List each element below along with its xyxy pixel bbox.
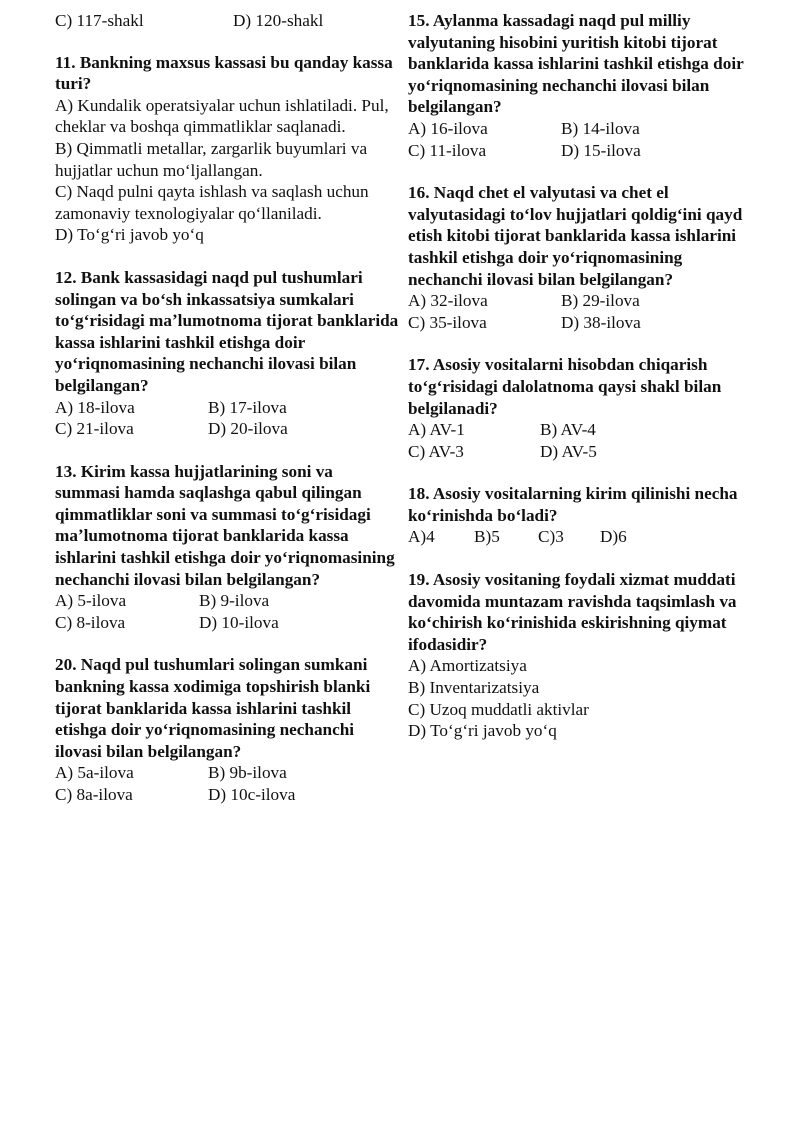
question-text: 16. Naqd chet el valyutasi va chet el valyutasidagi toʻlov hujjatlari qoldigʻini qayd etish kitobi tijorat banklarida kassa ishlarini tashkil etishga doir yoʻriqnomasining nechanchi ilovasi bilan belgilangan? bbox=[408, 183, 743, 289]
option-a: A) 18-ilova bbox=[55, 397, 135, 417]
option-c: C) 117-shakl bbox=[55, 11, 144, 30]
answer-options bbox=[55, 762, 400, 805]
option-b: B) 29-ilova bbox=[561, 291, 640, 311]
left-column bbox=[55, 10, 400, 827]
option-c: C) 35-ilova bbox=[408, 312, 487, 332]
option-a: A) 32-ilova bbox=[408, 291, 488, 311]
option-a: A) 5a-ilova bbox=[55, 763, 134, 783]
option-b: B) 9b-ilova bbox=[208, 763, 287, 783]
right-column bbox=[408, 10, 753, 763]
option-d: D) 20-ilova bbox=[208, 419, 288, 439]
option-a: A) Amortizatsiya bbox=[408, 656, 527, 676]
question-18 bbox=[408, 483, 753, 548]
question-11 bbox=[55, 52, 400, 246]
question-text: 20. Naqd pul tushumlari solingan sumkani bankning kassa xodimiga topshirish blanki tijorat banklarida kassa ishlarini tashkil etishga doir yoʻriqnomasining nechanchi ilovasi bilan belgilangan? bbox=[55, 655, 371, 761]
option-c: C)3 bbox=[538, 527, 564, 547]
option-d: D) 38-ilova bbox=[561, 312, 641, 332]
option-b: B) AV-4 bbox=[540, 420, 596, 440]
option-c: C) Naqd pulni qayta ishlash va saqlash uchun zamonaviy texnologiyalar qoʻllaniladi. bbox=[55, 182, 369, 223]
option-c: C) 11-ilova bbox=[408, 140, 487, 160]
answer-options bbox=[55, 590, 400, 633]
previous-question-options bbox=[55, 10, 400, 32]
option-b: B) 9-ilova bbox=[199, 591, 270, 611]
question-text: 15. Aylanma kassadagi naqd pul milliy valyutaning hisobini yuritish kitobi tijorat banklarida kassa ishlarini tashkil etishga doir yoʻriqnomasining nechanchi ilovasi bilan belgilangan? bbox=[408, 11, 744, 117]
option-d: D) 15-ilova bbox=[561, 140, 641, 160]
option-c: C) 8a-ilova bbox=[55, 785, 133, 804]
option-d: D) Toʻgʻri javob yoʻq bbox=[55, 225, 204, 245]
question-17 bbox=[408, 354, 753, 462]
answer-options bbox=[55, 397, 400, 440]
question-text: 17. Asosiy vositalarni hisobdan chiqarish toʻgʻrisidagi dalolatnoma qaysi shakl bilan belgilanadi? bbox=[408, 355, 722, 418]
question-16 bbox=[408, 182, 753, 333]
option-a: A) Kundalik operatsiyalar uchun ishlatiladi. Pul, cheklar va boshqa qimmatliklar saqlanadi. bbox=[55, 95, 389, 137]
question-text: 19. Asosiy vositaning foydali xizmat muddati davomida muntazam ravishda taqsimlash va koʻchirish koʻrinishida eskirishning qiymat ifodasidir? bbox=[408, 570, 737, 654]
option-b: B) Qimmatli metallar, zargarlik buyumlari va hujjatlar uchun moʻljallangan. bbox=[55, 138, 368, 180]
option-b: B) Inventarizatsiya bbox=[408, 678, 540, 698]
option-a: A) 5-ilova bbox=[55, 591, 127, 611]
option-a: A) AV-1 bbox=[408, 420, 465, 440]
question-13 bbox=[55, 461, 400, 634]
option-c: C) 8-ilova bbox=[55, 612, 126, 632]
answer-options bbox=[408, 290, 753, 333]
option-d: D) 10c-ilova bbox=[208, 785, 296, 804]
option-d: D) Toʻgʻri javob yoʻq bbox=[408, 721, 557, 741]
question-19 bbox=[408, 569, 753, 742]
question-text: 13. Kirim kassa hujjatlarining soni va summasi hamda saqlashga qabul qilingan qimmatliklar soni va summasi toʻgʻrisidagi maʼlumotnoma tijorat banklarida kassa ishlarini tashkil etishga doir yoʻriqnomasining nechanchi ilovasi bilan belgilangan? bbox=[55, 461, 395, 589]
option-c: C) 21-ilova bbox=[55, 419, 134, 439]
answer-options bbox=[55, 95, 400, 246]
option-b: B)5 bbox=[474, 527, 500, 547]
answer-options bbox=[408, 526, 753, 548]
option-d: D) 10-ilova bbox=[199, 612, 279, 632]
option-d: D) 120-shakl bbox=[233, 11, 324, 30]
option-b: B) 17-ilova bbox=[208, 397, 287, 417]
option-a: A) 16-ilova bbox=[408, 118, 488, 138]
question-12 bbox=[55, 267, 400, 440]
question-20 bbox=[55, 654, 400, 805]
question-text: 11. Bankning maxsus kassasi bu qanday kassa turi? bbox=[55, 52, 393, 94]
option-c: C) Uzoq muddatli aktivlar bbox=[408, 699, 589, 719]
option-d: D)6 bbox=[600, 527, 627, 547]
option-d: D) AV-5 bbox=[540, 441, 597, 461]
option-b: B) 14-ilova bbox=[561, 118, 640, 138]
option-c: C) AV-3 bbox=[408, 441, 464, 461]
answer-options bbox=[408, 655, 753, 741]
question-text: 12. Bank kassasidagi naqd pul tushumlari solingan va boʻsh inkassatsiya sumkalari toʻgʻrisidagi maʼlumotnoma tijorat banklarida kassa ishlarini tashkil etishga doir yoʻriqnomasining nechanchi ilovasi bilan belgilangan? bbox=[55, 267, 399, 395]
answer-options bbox=[408, 419, 753, 462]
option-a: A)4 bbox=[408, 527, 435, 547]
question-15 bbox=[408, 10, 753, 161]
question-text: 18. Asosiy vositalarning kirim qilinishi necha koʻrinishda boʻladi? bbox=[408, 484, 738, 525]
answer-options bbox=[408, 118, 753, 161]
